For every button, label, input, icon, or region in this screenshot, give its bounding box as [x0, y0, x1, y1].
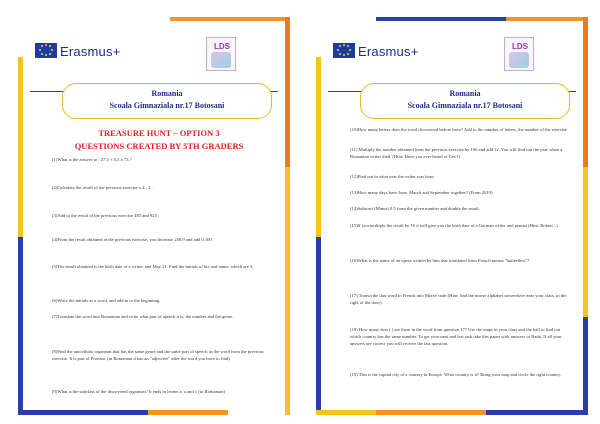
question-item: (11) Multiply the number obtained from the previous exercise by 100 and add 12. You will find out the year when a Romanian writer died. (Hint: Have you ever heard of Geo?)	[350, 147, 563, 159]
frame-right-yellow	[285, 167, 290, 415]
school-name: Scoala Gimnaziala nr.17 Botosani	[407, 101, 523, 110]
frame-bottom-orange	[148, 410, 228, 415]
question-item: (1)What is the answer to : 27,3 + 0,5 x 73 ?	[52, 157, 132, 162]
question-item: (3)Add to the result of the previous exercise 485 and 925 .	[52, 213, 160, 218]
question-list	[52, 157, 272, 407]
question-item: (12)Find out in what year the writer was born.	[350, 174, 435, 179]
question-item: (5)The result obtained is the birth date of a writer, and May 21. Find the initials of his real name, which are 3.	[52, 264, 254, 269]
question-item: (6)Write the initials as a word, and add m to the beginning.	[52, 298, 161, 303]
lds-logo-art	[211, 52, 231, 68]
country-name: Romania	[151, 89, 183, 98]
frame-left-yellow	[316, 57, 321, 237]
question-item: (8)Find the unicellular organism that has the same genre and the same part of speech as the word from the previous exercise. It is part of Protista. (in Romanian it has an "adjective" after the word you have to find)	[52, 349, 264, 361]
frame-top-blue	[376, 17, 506, 21]
question-item: (19) This is the capital city of a country in Europe. What country is it? Bring your map and circle the right country.	[350, 372, 562, 377]
lds-logo-art	[509, 52, 529, 68]
question-item: (7)Translate the word into Romanian and write what part of speech it is, the number and the genre.	[52, 314, 234, 319]
lds-logo-text: LDS	[512, 42, 528, 51]
frame-left-blue	[316, 237, 321, 415]
erasmus-logo-text: Erasmus+	[358, 44, 419, 59]
frame-right-yellow	[583, 167, 588, 317]
frame-left-yellow	[18, 57, 23, 237]
frame-right-blue	[583, 317, 588, 415]
worksheet-page-2	[316, 17, 588, 415]
frame-bottom-blue	[18, 410, 148, 415]
lds-logo-text: LDS	[214, 42, 230, 51]
school-box	[360, 83, 570, 119]
frame-bottom-yellow	[316, 410, 376, 415]
question-item: (14)Subtract (Minus) 0.5 from the given number and double the result.	[350, 206, 480, 211]
question-item: (10)How many letters does the word discovered before have? Add to the number of letters, the number of the exercise.	[350, 127, 569, 132]
question-item: (2)Calculate the result of the previous exercise x 4 : 2 .	[52, 185, 153, 190]
frame-top-orange	[170, 17, 290, 21]
frame-top-orange	[506, 17, 588, 21]
title-line-2: QUESTIONS CREATED BY 5TH GRADERS	[74, 141, 244, 151]
question-item: (18) How many dots (.) are there in the word from question 17? Use the maps in your class and the hall to find out which country has the same number. To get your next and last task take this paper with answers to Radu. If all your answers are correct you will receive the last question.	[350, 327, 562, 346]
question-item: (13)How many days have June, March and September together? (From 2019)	[350, 190, 493, 195]
question-item: (9)What is the subclass of the discovered organism? It ends in letters a, a and r. (in Romanian)	[52, 389, 226, 394]
frame-left-blue	[18, 237, 23, 415]
worksheet-page-1	[18, 17, 290, 415]
question-item: (17) Transcribe that word to French into Morse code (Hint: find the morse alphabet somewhere near your class, to the right of the door).	[350, 293, 567, 305]
frame-right-orange	[583, 17, 588, 167]
school-box	[62, 83, 272, 119]
eu-flag-icon	[35, 43, 57, 58]
school-name: Scoala Gimnaziala nr.17 Botosani	[109, 101, 225, 110]
erasmus-logo-text: Erasmus+	[60, 44, 121, 59]
lds-project-logo	[504, 37, 534, 71]
lds-project-logo	[206, 37, 236, 71]
title-line-1: TREASURE HUNT – OPTION 3	[98, 128, 220, 138]
eu-flag-icon	[333, 43, 355, 58]
frame-right-orange	[285, 17, 290, 167]
worksheet-title	[48, 127, 270, 153]
country-name: Romania	[449, 89, 481, 98]
question-item: (16)What is the name of an opera written by him that translated from French means "butterflies"?	[350, 258, 530, 263]
frame-bottom-blue	[486, 410, 588, 415]
question-item: (4)From the result obtained in the previous exercise, you decrease 250,9 and add 0,100 .	[52, 237, 215, 242]
question-list	[350, 127, 570, 407]
frame-bottom-orange	[376, 410, 486, 415]
question-item: (15)If you multiply the result by 10 it will give you the birth date of a German writer and pianist (Hint: Robert...)	[350, 223, 558, 228]
